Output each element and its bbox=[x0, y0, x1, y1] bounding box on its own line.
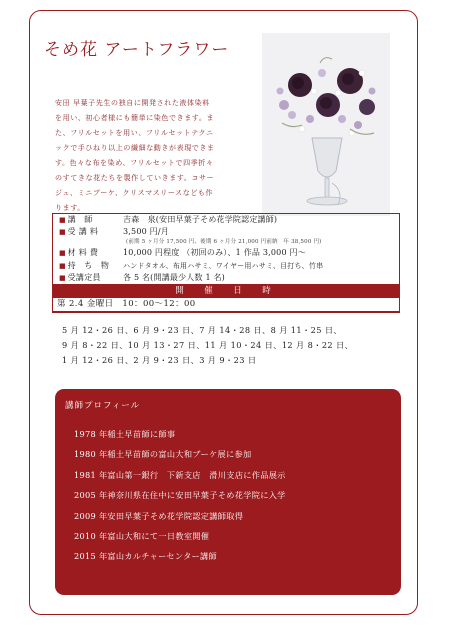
info-row-fee-note bbox=[53, 238, 399, 247]
info-value: 吉森 泉(安田早葉子そめ花学院認定講師) bbox=[123, 215, 278, 224]
info-row-fee bbox=[53, 226, 399, 238]
square-bullet-icon: ■ bbox=[59, 228, 66, 237]
info-row-instructor bbox=[53, 214, 399, 226]
profile-item: 1978 年稲土早苗師に師事 bbox=[74, 429, 176, 439]
intro-line: た、フリルセットを用い、フリルセットテクニ bbox=[55, 129, 214, 137]
intro-line: ックで手ひねり以上の繊細な動きが表現できま bbox=[55, 144, 215, 152]
fee-note: (前期 5 ヶ月分 17,500 円、後期 6 ヶ月分 21,000 円前納 年 38,500 円) bbox=[126, 239, 322, 246]
course-description bbox=[55, 96, 255, 216]
schedule-header: 開 催 日 時 bbox=[53, 284, 399, 298]
intro-line: ジュ、ミニブーケ、クリスマスリースなども作 bbox=[55, 189, 214, 197]
course-info-box bbox=[52, 213, 400, 313]
square-bullet-icon: ■ bbox=[59, 249, 66, 258]
profile-item: 2009 年安田早葉子そめ花学院認定講師取得 bbox=[74, 510, 244, 521]
flower-arrangement-photo bbox=[262, 33, 390, 216]
info-value: 10,000 円程度 （初回のみ）、1 作品 3,000 円～ bbox=[123, 248, 306, 258]
intro-line: ります。 bbox=[55, 204, 85, 212]
intro-line: 安田 早葉子先生の独自に開発された液体染料 bbox=[55, 99, 210, 107]
page-title: そめ花 アートフラワー bbox=[44, 40, 230, 60]
square-bullet-icon: ■ bbox=[59, 273, 66, 282]
info-row-materials bbox=[53, 247, 399, 259]
profile-list bbox=[74, 424, 286, 567]
info-label: 受講定員 bbox=[67, 272, 101, 282]
profile-item: 2015 年富山カルチャーセンター講師 bbox=[74, 551, 218, 562]
info-label: 材 料 費 bbox=[67, 248, 99, 258]
date-line: 1 月 12・26 日、2 月 9・23 日、3 月 9・23 日 bbox=[62, 355, 257, 365]
profile-title: 講師プロフィール bbox=[65, 401, 141, 411]
info-label: 受 講 料 bbox=[67, 227, 99, 237]
profile-item: 1981 年富山第一銀行 下新支店 滑川支店に作品展示 bbox=[74, 469, 286, 480]
intro-line: す。色々な布を染め、フリルセットで四季折々 bbox=[55, 159, 214, 167]
info-row-belongings bbox=[53, 260, 399, 272]
profile-item: 2005 年神奈川県在住中に安田早葉子そめ花学院に入学 bbox=[74, 490, 286, 501]
schedule-day: 第 2.4 金曜日 10：00～12：00 bbox=[53, 298, 399, 312]
date-line: 9 月 8・22 日、10 月 13・27 日、11 月 10・24 日、12 月 8・22 日、 bbox=[62, 340, 354, 350]
info-value: 各 5 名(開講最少人数 1 名) bbox=[123, 272, 225, 282]
intro-line: を用い、初心者様にも簡単に染色できます。ま bbox=[55, 114, 215, 122]
info-value: ハンドタオル、布用ハサミ、ワイヤー用ハサミ、目打ち、竹串 bbox=[123, 261, 324, 270]
instructor-profile-panel bbox=[55, 389, 401, 595]
info-row-capacity bbox=[53, 272, 399, 284]
schedule-dates bbox=[62, 323, 402, 368]
profile-item: 1980 年稲土早苗師の富山大和ブーケ展に参加 bbox=[74, 449, 252, 460]
date-line: 5 月 12・26 日、6 月 9・23 日、7 月 14・28 日、8 月 11・25 日、 bbox=[62, 325, 343, 335]
profile-item: 2010 年富山大和にて一日教室開催 bbox=[74, 531, 210, 542]
info-value: 3,500 円/月 bbox=[123, 227, 169, 237]
info-label: 講 師 bbox=[67, 215, 93, 224]
square-bullet-icon: ■ bbox=[59, 216, 66, 224]
info-label: 持 ち 物 bbox=[67, 260, 110, 270]
square-bullet-icon: ■ bbox=[59, 261, 66, 270]
intro-line: のすてきな花たちを製作していきます。コサー bbox=[55, 174, 215, 182]
